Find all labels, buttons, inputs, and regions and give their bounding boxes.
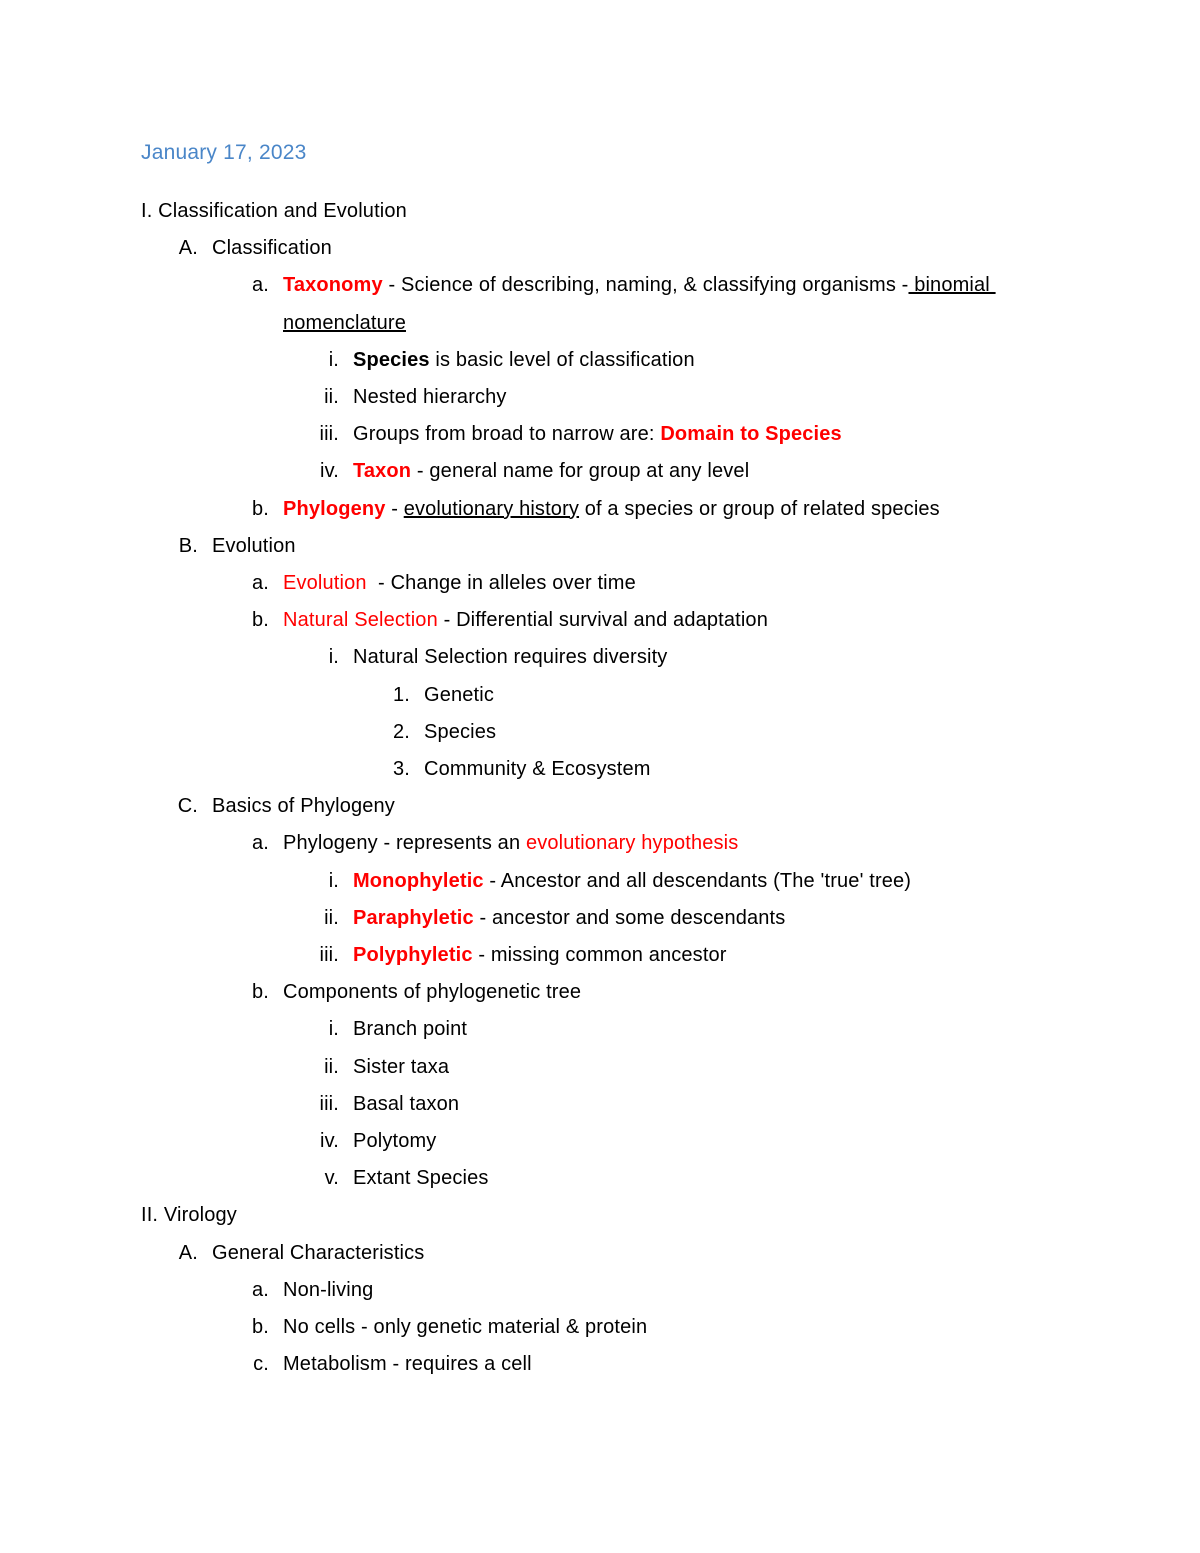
key-term: Taxonomy (283, 274, 383, 297)
outline-line-level-2 (246, 1272, 373, 1309)
underlined-text: evolutionary history (403, 497, 580, 520)
outline-marker: b. (252, 1316, 269, 1338)
outline-line-level-1 (176, 788, 395, 825)
outline-marker: iv. (320, 1130, 339, 1152)
outline-marker: iii. (319, 944, 339, 966)
outline-text: Basics of Phylogeny (212, 795, 395, 818)
outline-text: - Differential survival and adaptation (437, 609, 768, 632)
outline-marker: 1. (393, 683, 410, 706)
outline-marker: i. (328, 869, 339, 892)
outline-line-level-2 (283, 305, 406, 342)
outline-marker: iv. (320, 460, 339, 483)
outline-text: Classification (212, 237, 332, 260)
outline-marker: iii. (319, 423, 339, 446)
outline-text: Species (424, 720, 497, 743)
outline-text: Metabolism - requires a cell (283, 1353, 532, 1376)
outline-text: Non-living (283, 1278, 374, 1301)
key-term: Taxon (353, 460, 412, 483)
outline-marker: c. (253, 1353, 269, 1376)
outline-line-level-2 (246, 974, 581, 1011)
outline-text: Species (353, 348, 430, 371)
outline-marker: ii. (324, 1055, 339, 1078)
outline-text: Phylogeny - represents an (283, 832, 526, 855)
outline-text: No cells - only genetic material & protein (283, 1316, 648, 1338)
outline-line-level-4 (386, 751, 651, 788)
outline-text: - ancestor and some descendants (473, 906, 786, 929)
outline-text: Classification and Evolution (158, 200, 407, 222)
outline-line-level-2 (246, 267, 996, 304)
outline-marker: i. (328, 646, 339, 669)
outline-line-level-3 (297, 453, 749, 490)
outline-text: Components of phylogenetic tree (283, 981, 582, 1004)
outline-text: Virology (163, 1204, 237, 1227)
outline-text: Polytomy (353, 1130, 437, 1152)
outline-line-level-2 (246, 1309, 647, 1346)
outline-marker: I. (141, 200, 153, 222)
outline-line-level-2 (246, 491, 940, 528)
outline-line-level-3 (297, 937, 727, 974)
outline-text: - general name for group at any level (411, 460, 750, 483)
outline-marker: b. (252, 609, 269, 632)
outline-line-level-0 (141, 193, 407, 230)
outline-text: Nested hierarchy (353, 386, 507, 408)
outline-text: - Change in alleles over time (366, 572, 636, 594)
outline-text: - Ancestor and all descendants (The 'true' tree) (483, 869, 912, 892)
outline-text: General Characteristics (212, 1241, 425, 1264)
outline-text: - (385, 497, 404, 520)
outline-line-level-2 (246, 602, 768, 639)
key-term: Evolution (283, 572, 367, 594)
key-term: Paraphyletic (353, 906, 474, 929)
outline-marker: A. (178, 1241, 198, 1264)
outline-marker: ii. (324, 906, 339, 929)
document-date: January 17, 2023 (141, 141, 307, 164)
outline-line-level-0 (141, 1197, 237, 1234)
outline-line-level-3 (297, 1011, 467, 1048)
outline-text: of a species or group of related species (579, 497, 940, 520)
key-term: Monophyletic (353, 869, 484, 892)
outline-marker: i. (328, 1018, 339, 1041)
outline-line-level-4 (386, 714, 496, 751)
outline-marker: iii. (319, 1092, 339, 1115)
outline-marker: a. (252, 274, 269, 297)
outline-text: Natural Selection requires diversity (353, 646, 668, 669)
outline-marker: A. (178, 237, 198, 260)
underlined-text: nomenclature (283, 311, 406, 334)
outline-line-level-3 (297, 1086, 459, 1123)
outline-line-level-3 (297, 900, 785, 937)
key-term: Phylogeny (283, 497, 386, 520)
underlined-text: binomial (908, 274, 996, 297)
outline-marker: v. (324, 1167, 339, 1190)
outline-text: Community & Ecosystem (424, 758, 651, 780)
outline-marker: a. (252, 832, 269, 855)
outline-line-level-3 (297, 416, 842, 453)
outline-text: - missing common ancestor (472, 944, 727, 966)
key-term: evolutionary hypothesis (525, 832, 739, 855)
outline-marker: a. (252, 1278, 269, 1301)
outline-text: is basic level of classification (429, 348, 695, 371)
outline-text: Sister taxa (353, 1055, 450, 1078)
outline-line-level-3 (297, 1123, 436, 1160)
outline-text: Branch point (353, 1018, 468, 1041)
outline-line-level-3 (297, 379, 507, 416)
outline-line-level-3 (297, 342, 695, 379)
outline-marker: b. (252, 981, 269, 1004)
outline-line-level-3 (297, 863, 911, 900)
outline-marker: a. (252, 572, 269, 594)
outline-line-level-2 (246, 565, 636, 602)
outline-line-level-1 (176, 230, 332, 267)
outline-line-level-3 (297, 1049, 449, 1086)
outline-marker: C. (177, 795, 198, 818)
key-term: Natural Selection (283, 609, 438, 632)
outline-line-level-2 (246, 825, 738, 862)
outline-line-level-3 (297, 1160, 489, 1197)
outline-marker: 2. (393, 720, 410, 743)
outline-text: Evolution (212, 534, 296, 557)
outline-line-level-2 (246, 1346, 532, 1383)
outline-text: - Science of describing, naming, & classifying organisms - (382, 274, 909, 297)
outline-text: Genetic (424, 683, 494, 706)
outline-text: Extant Species (353, 1167, 489, 1190)
outline-line-level-1 (176, 528, 296, 565)
key-term: Polyphyletic (353, 944, 473, 966)
outline-line-level-1 (176, 1235, 424, 1272)
outline-marker: B. (178, 534, 198, 557)
outline-line-level-3 (297, 639, 667, 676)
key-term: Domain to Species (660, 423, 842, 446)
outline-marker: 3. (393, 758, 410, 780)
outline-text: Basal taxon (353, 1092, 460, 1115)
outline-marker: II. (141, 1204, 159, 1227)
outline-line-level-4 (386, 677, 494, 714)
outline-marker: b. (252, 497, 269, 520)
outline-marker: i. (328, 348, 339, 371)
outline-marker: ii. (324, 386, 339, 408)
outline-text: Groups from broad to narrow are: (353, 423, 661, 446)
